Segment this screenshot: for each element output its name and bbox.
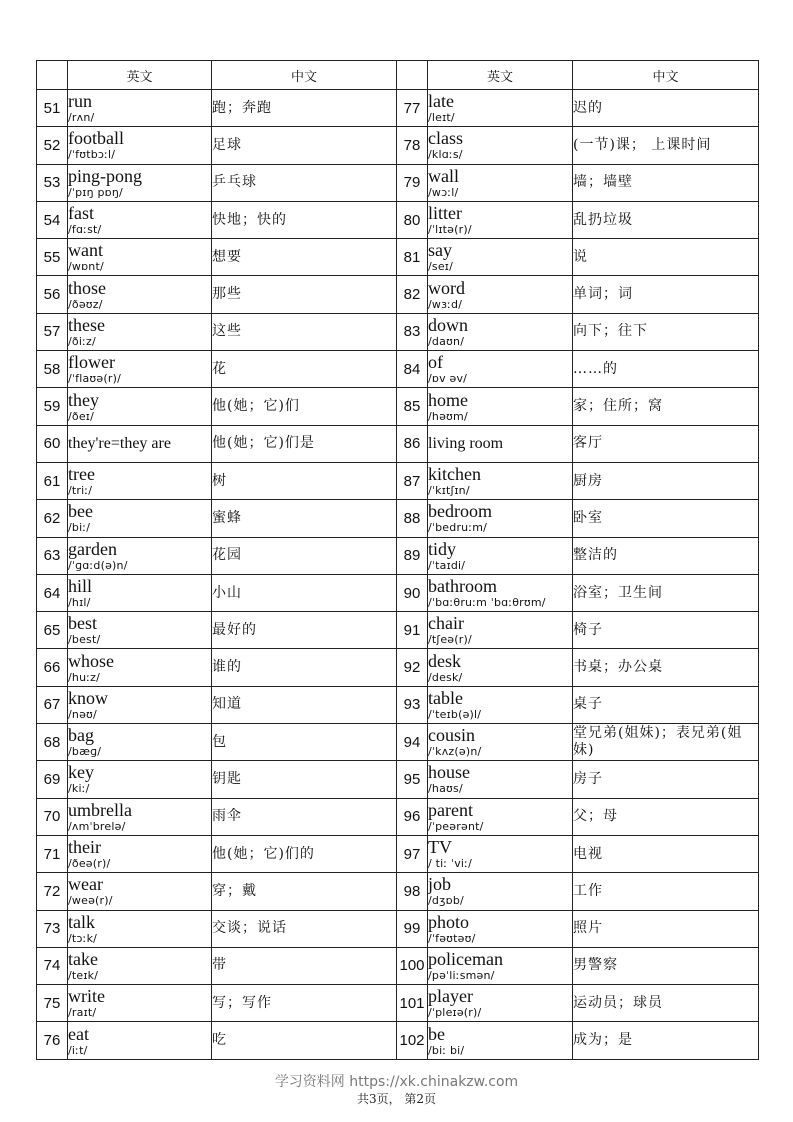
chinese-meaning: 包	[212, 724, 397, 761]
phonetic-transcription: /biː bi/	[428, 1043, 465, 1057]
english-cell	[428, 500, 573, 537]
chinese-meaning: 写；写作	[212, 985, 397, 1022]
phonetic-transcription: /biː/	[68, 521, 91, 535]
english-cell	[68, 201, 212, 238]
english-word: take	[68, 948, 98, 969]
phonetic-transcription: /həʊm/	[428, 409, 468, 423]
chinese-meaning: 厨房	[573, 462, 759, 499]
english-word: write	[68, 986, 105, 1007]
english-word: bag	[68, 725, 94, 746]
english-cell	[68, 90, 212, 127]
chinese-meaning: 照片	[573, 910, 759, 947]
english-word: litter	[428, 203, 462, 224]
chinese-meaning: 工作	[573, 873, 759, 910]
chinese-meaning: 穿；戴	[212, 873, 397, 910]
phonetic-transcription: /bæɡ/	[68, 745, 102, 759]
phonetic-transcription: /wɜːd/	[428, 297, 463, 311]
phonetic-transcription: /ɒv əv/	[428, 372, 468, 386]
header-num-right	[397, 61, 428, 90]
english-cell	[428, 313, 573, 350]
english-word: bee	[68, 501, 93, 522]
english-cell	[68, 985, 212, 1022]
phonetic-transcription: /ðeə(r)/	[68, 857, 111, 871]
english-word: these	[68, 314, 105, 335]
english-cell	[68, 761, 212, 798]
english-cell	[428, 425, 573, 462]
chinese-meaning: 向下；往下	[573, 313, 759, 350]
phonetic-transcription: /ˈkʌz(ə)n/	[428, 745, 482, 759]
table-row	[37, 947, 759, 984]
page-number: 共3页， 第2页	[356, 1092, 437, 1106]
english-cell	[68, 835, 212, 872]
entry-number: 102	[397, 1022, 428, 1059]
phonetic-transcription: /huːz/	[68, 670, 101, 684]
english-cell	[428, 462, 573, 499]
chinese-meaning: 卧室	[573, 500, 759, 537]
phonetic-transcription: /klɑːs/	[428, 148, 463, 162]
chinese-meaning: (一节)课； 上课时间	[573, 127, 759, 164]
english-word: those	[68, 277, 106, 298]
phonetic-transcription: /haʊs/	[428, 782, 463, 796]
phonetic-transcription: / tiː ˈviː/	[428, 857, 472, 871]
english-cell	[68, 537, 212, 574]
table-row	[37, 164, 759, 201]
phonetic-transcription: /ˈɡɑːd(ə)n/	[68, 558, 128, 572]
english-cell	[68, 798, 212, 835]
entry-number: 82	[397, 276, 428, 313]
chinese-meaning: 说	[573, 239, 759, 276]
english-cell	[428, 910, 573, 947]
english-word: their	[68, 837, 101, 858]
chinese-meaning: 想要	[212, 239, 397, 276]
table-body	[37, 90, 759, 1060]
entry-number: 80	[397, 201, 428, 238]
phonetic-transcription: /wɒnt/	[68, 260, 104, 274]
english-cell	[428, 201, 573, 238]
english-cell	[68, 164, 212, 201]
table-row	[37, 462, 759, 499]
table-header-row	[37, 61, 759, 90]
english-cell	[68, 686, 212, 723]
chinese-meaning: 整洁的	[573, 537, 759, 574]
english-cell	[428, 537, 573, 574]
english-word: ping-pong	[68, 165, 142, 186]
chinese-meaning: 跑；奔跑	[212, 90, 397, 127]
entry-number: 51	[37, 90, 68, 127]
english-cell	[68, 612, 212, 649]
english-word: say	[428, 240, 452, 261]
table-row	[37, 425, 759, 462]
english-word: player	[428, 986, 473, 1007]
table-row	[37, 985, 759, 1022]
phonetic-transcription: /ˈbedruːm/	[428, 521, 488, 535]
phonetic-transcription: /ˈfəʊtəʊ/	[428, 931, 476, 945]
english-word: whose	[68, 650, 114, 671]
english-word: know	[68, 687, 108, 708]
entry-number: 73	[37, 910, 68, 947]
entry-number: 92	[397, 649, 428, 686]
table-row	[37, 686, 759, 723]
phonetic-transcription: /daʊn/	[428, 334, 465, 348]
chinese-meaning: 家；住所；窝	[573, 388, 759, 425]
entry-number: 77	[397, 90, 428, 127]
entry-number: 84	[397, 351, 428, 388]
english-word: hill	[68, 576, 93, 596]
english-word: cousin	[428, 725, 475, 746]
english-word: policeman	[428, 948, 503, 969]
english-word: tidy	[428, 538, 457, 559]
chinese-meaning: 运动员；球员	[573, 985, 759, 1022]
entry-number: 96	[397, 798, 428, 835]
entry-number: 60	[37, 425, 68, 462]
english-word: chair	[428, 613, 464, 634]
entry-number: 99	[397, 910, 428, 947]
table-row	[37, 388, 759, 425]
english-cell	[428, 90, 573, 127]
entry-number: 88	[397, 500, 428, 537]
chinese-meaning: 男警察	[573, 947, 759, 984]
english-word: they	[68, 389, 99, 410]
phonetic-transcription: /ðiːz/	[68, 334, 96, 348]
entry-number: 93	[397, 686, 428, 723]
english-word: wear	[68, 874, 103, 895]
english-cell	[68, 276, 212, 313]
phonetic-transcription: /ˈpɪŋ pɒŋ/	[68, 185, 123, 199]
chinese-meaning: 父；母	[573, 798, 759, 835]
table-row	[37, 239, 759, 276]
english-cell	[68, 1022, 212, 1059]
chinese-meaning: 他(她；它)们的	[212, 835, 397, 872]
entry-number: 69	[37, 761, 68, 798]
english-cell	[68, 462, 212, 499]
english-word: down	[428, 314, 468, 335]
chinese-meaning: 树	[212, 462, 397, 499]
header-english-right: 英文	[428, 61, 573, 90]
english-cell	[428, 164, 573, 201]
entry-number: 53	[37, 164, 68, 201]
table-row	[37, 1022, 759, 1059]
phonetic-transcription: /ˈteɪb(ə)l/	[428, 707, 482, 721]
entry-number: 81	[397, 239, 428, 276]
phonetic-transcription: /dʒɒb/	[428, 894, 464, 908]
phonetic-transcription: /rʌn/	[68, 111, 95, 125]
entry-number: 90	[397, 574, 428, 611]
chinese-meaning: 这些	[212, 313, 397, 350]
english-word: bathroom	[428, 576, 497, 596]
chinese-meaning: 雨伞	[212, 798, 397, 835]
entry-number: 64	[37, 574, 68, 611]
phonetic-transcription: /ʌmˈbrelə/	[68, 819, 126, 833]
english-word: talk	[68, 911, 95, 932]
entry-number: 83	[397, 313, 428, 350]
chinese-meaning: 最好的	[212, 612, 397, 649]
english-word: of	[428, 352, 443, 373]
english-cell	[68, 574, 212, 611]
chinese-meaning: 他(她；它)们	[212, 388, 397, 425]
table-row	[37, 649, 759, 686]
phonetic-transcription: /seɪ/	[428, 260, 453, 274]
english-cell	[428, 239, 573, 276]
entry-number: 65	[37, 612, 68, 649]
entry-number: 72	[37, 873, 68, 910]
english-word: run	[68, 91, 92, 112]
table-row	[37, 276, 759, 313]
english-word: parent	[428, 799, 473, 820]
phonetic-transcription: /ðeɪ/	[68, 409, 94, 423]
english-word: class	[428, 128, 463, 149]
english-cell	[68, 649, 212, 686]
chinese-meaning: 成为；是	[573, 1022, 759, 1059]
entry-number: 71	[37, 835, 68, 872]
english-cell	[428, 835, 573, 872]
entry-number: 78	[397, 127, 428, 164]
table-row	[37, 873, 759, 910]
entry-number: 95	[397, 761, 428, 798]
phonetic-transcription: /teɪk/	[68, 968, 99, 982]
phonetic-transcription: /raɪt/	[68, 1006, 97, 1020]
watermark-text: 学习资料网 https://xk.chinakzw.com	[274, 1074, 519, 1090]
phonetic-transcription: /hɪl/	[68, 596, 91, 609]
phonetic-transcription: /ˈlɪtə(r)/	[428, 223, 472, 237]
english-cell	[68, 910, 212, 947]
header-num-left	[37, 61, 68, 90]
chinese-meaning: 小山	[212, 574, 397, 611]
chinese-meaning: 乱扔垃圾	[573, 201, 759, 238]
chinese-meaning: 书桌；办公桌	[573, 649, 759, 686]
table-row	[37, 537, 759, 574]
chinese-meaning: 带	[212, 947, 397, 984]
english-cell	[68, 425, 212, 462]
entry-number: 94	[397, 724, 428, 761]
chinese-meaning: 桌子	[573, 686, 759, 723]
table-row	[37, 798, 759, 835]
english-word: home	[428, 389, 468, 410]
english-cell	[428, 724, 573, 761]
phonetic-transcription: /ˈbɑːθruːm ˈbɑːθrʊm/	[428, 596, 546, 609]
table-row	[37, 127, 759, 164]
phonetic-transcription: /ˈflaʊə(r)/	[68, 372, 121, 386]
english-word: want	[68, 240, 103, 261]
phonetic-transcription: /kiː/	[68, 782, 90, 796]
chinese-meaning: 迟的	[573, 90, 759, 127]
table-row	[37, 313, 759, 350]
english-word: be	[428, 1023, 445, 1044]
english-word: wall	[428, 165, 459, 186]
english-cell	[428, 761, 573, 798]
phonetic-transcription: /ðəʊz/	[68, 297, 103, 311]
english-word: they're=they are	[68, 434, 171, 452]
entry-number: 87	[397, 462, 428, 499]
table-row	[37, 201, 759, 238]
phonetic-transcription: /fɑːst/	[68, 223, 102, 237]
english-word: flower	[68, 352, 115, 373]
table-row	[37, 724, 759, 761]
entry-number: 52	[37, 127, 68, 164]
entry-number: 98	[397, 873, 428, 910]
entry-number: 70	[37, 798, 68, 835]
chinese-meaning: 电视	[573, 835, 759, 872]
phonetic-transcription: /ˈpleɪə(r)/	[428, 1006, 482, 1020]
english-cell	[428, 873, 573, 910]
chinese-meaning: 钥匙	[212, 761, 397, 798]
entry-number: 62	[37, 500, 68, 537]
chinese-meaning: 快地；快的	[212, 201, 397, 238]
phonetic-transcription: /desk/	[428, 670, 463, 684]
phonetic-transcription: /weə(r)/	[68, 894, 113, 908]
phonetic-transcription: /tɔːk/	[68, 931, 98, 945]
english-word: bedroom	[428, 501, 492, 522]
english-word: living room	[428, 434, 504, 452]
entry-number: 54	[37, 201, 68, 238]
entry-number: 89	[397, 537, 428, 574]
entry-number: 97	[397, 835, 428, 872]
chinese-meaning: ……的	[573, 351, 759, 388]
english-word: garden	[68, 538, 117, 559]
chinese-meaning: 交谈；说话	[212, 910, 397, 947]
phonetic-transcription: /tʃeə(r)/	[428, 633, 472, 647]
chinese-meaning: 蜜蜂	[212, 500, 397, 537]
chinese-meaning: 乒乓球	[212, 164, 397, 201]
english-word: umbrella	[68, 799, 132, 820]
entry-number: 100	[397, 947, 428, 984]
chinese-meaning: 吃	[212, 1022, 397, 1059]
english-cell	[68, 127, 212, 164]
english-cell	[428, 686, 573, 723]
entry-number: 56	[37, 276, 68, 313]
table-row	[37, 835, 759, 872]
table-row	[37, 574, 759, 611]
entry-number: 86	[397, 425, 428, 462]
entry-number: 59	[37, 388, 68, 425]
english-word: football	[68, 128, 124, 149]
phonetic-transcription: /wɔːl/	[428, 185, 459, 199]
english-cell	[68, 873, 212, 910]
english-cell	[428, 127, 573, 164]
entry-number: 63	[37, 537, 68, 574]
phonetic-transcription: /triː/	[68, 484, 93, 498]
chinese-meaning: 房子	[573, 761, 759, 798]
english-word: photo	[428, 911, 470, 932]
english-cell	[68, 500, 212, 537]
chinese-meaning: 堂兄弟(姐妹)；表兄弟(姐妹)	[573, 724, 759, 761]
phonetic-transcription: /leɪt/	[428, 111, 455, 125]
english-word: desk	[428, 650, 461, 671]
chinese-meaning: 客厅	[573, 425, 759, 462]
chinese-meaning: 足球	[212, 127, 397, 164]
english-cell	[428, 649, 573, 686]
entry-number: 76	[37, 1022, 68, 1059]
header-english-left: 英文	[68, 61, 212, 90]
entry-number: 101	[397, 985, 428, 1022]
english-cell	[428, 351, 573, 388]
entry-number: 57	[37, 313, 68, 350]
english-word: key	[68, 762, 94, 783]
phonetic-transcription: /ˈfʊtbɔːl/	[68, 148, 116, 162]
phonetic-transcription: /pəˈliːsmən/	[428, 968, 495, 982]
table-row	[37, 500, 759, 537]
english-word: eat	[68, 1023, 89, 1044]
phonetic-transcription: /ˈkɪtʃɪn/	[428, 484, 470, 498]
entry-number: 75	[37, 985, 68, 1022]
chinese-meaning: 浴室；卫生间	[573, 574, 759, 611]
english-cell	[68, 388, 212, 425]
english-cell	[428, 276, 573, 313]
table-row	[37, 351, 759, 388]
phonetic-transcription: /ˈtaɪdi/	[428, 558, 466, 572]
entry-number: 68	[37, 724, 68, 761]
english-cell	[68, 313, 212, 350]
chinese-meaning: 谁的	[212, 649, 397, 686]
phonetic-transcription: /ˈpeərənt/	[428, 819, 484, 833]
english-word: job	[428, 874, 452, 895]
table-row	[37, 761, 759, 798]
entry-number: 58	[37, 351, 68, 388]
english-cell	[68, 947, 212, 984]
entry-number: 67	[37, 686, 68, 723]
english-word: table	[428, 687, 463, 708]
english-cell	[428, 574, 573, 611]
chinese-meaning: 墙；墙壁	[573, 164, 759, 201]
header-chinese-right: 中文	[573, 61, 759, 90]
table-row	[37, 612, 759, 649]
table-row	[37, 90, 759, 127]
phonetic-transcription: /best/	[68, 633, 101, 647]
chinese-meaning: 知道	[212, 686, 397, 723]
chinese-meaning: 那些	[212, 276, 397, 313]
entry-number: 79	[397, 164, 428, 201]
entry-number: 55	[37, 239, 68, 276]
english-cell	[428, 612, 573, 649]
english-cell	[428, 388, 573, 425]
english-word: late	[428, 91, 454, 112]
entry-number: 91	[397, 612, 428, 649]
phonetic-transcription: /nəʊ/	[68, 707, 97, 721]
table-row	[37, 910, 759, 947]
phonetic-transcription: /iːt/	[68, 1043, 88, 1057]
entry-number: 85	[397, 388, 428, 425]
english-word: fast	[68, 203, 94, 224]
chinese-meaning: 单词；词	[573, 276, 759, 313]
chinese-meaning: 花园	[212, 537, 397, 574]
english-word: house	[428, 762, 470, 783]
entry-number: 66	[37, 649, 68, 686]
chinese-meaning: 花	[212, 351, 397, 388]
entry-number: 74	[37, 947, 68, 984]
header-chinese-left: 中文	[212, 61, 397, 90]
english-word: TV	[428, 837, 452, 858]
english-cell	[428, 798, 573, 835]
chinese-meaning: 椅子	[573, 612, 759, 649]
english-word: word	[428, 277, 465, 298]
english-word: best	[68, 613, 97, 634]
english-cell	[428, 985, 573, 1022]
english-cell	[68, 239, 212, 276]
english-cell	[428, 947, 573, 984]
english-cell	[68, 351, 212, 388]
chinese-meaning: 他(她；它)们是	[212, 425, 397, 462]
vocabulary-table	[36, 60, 759, 1060]
entry-number: 61	[37, 462, 68, 499]
english-word: kitchen	[428, 464, 481, 485]
english-cell	[68, 724, 212, 761]
english-word: tree	[68, 464, 95, 485]
english-cell	[428, 1022, 573, 1059]
